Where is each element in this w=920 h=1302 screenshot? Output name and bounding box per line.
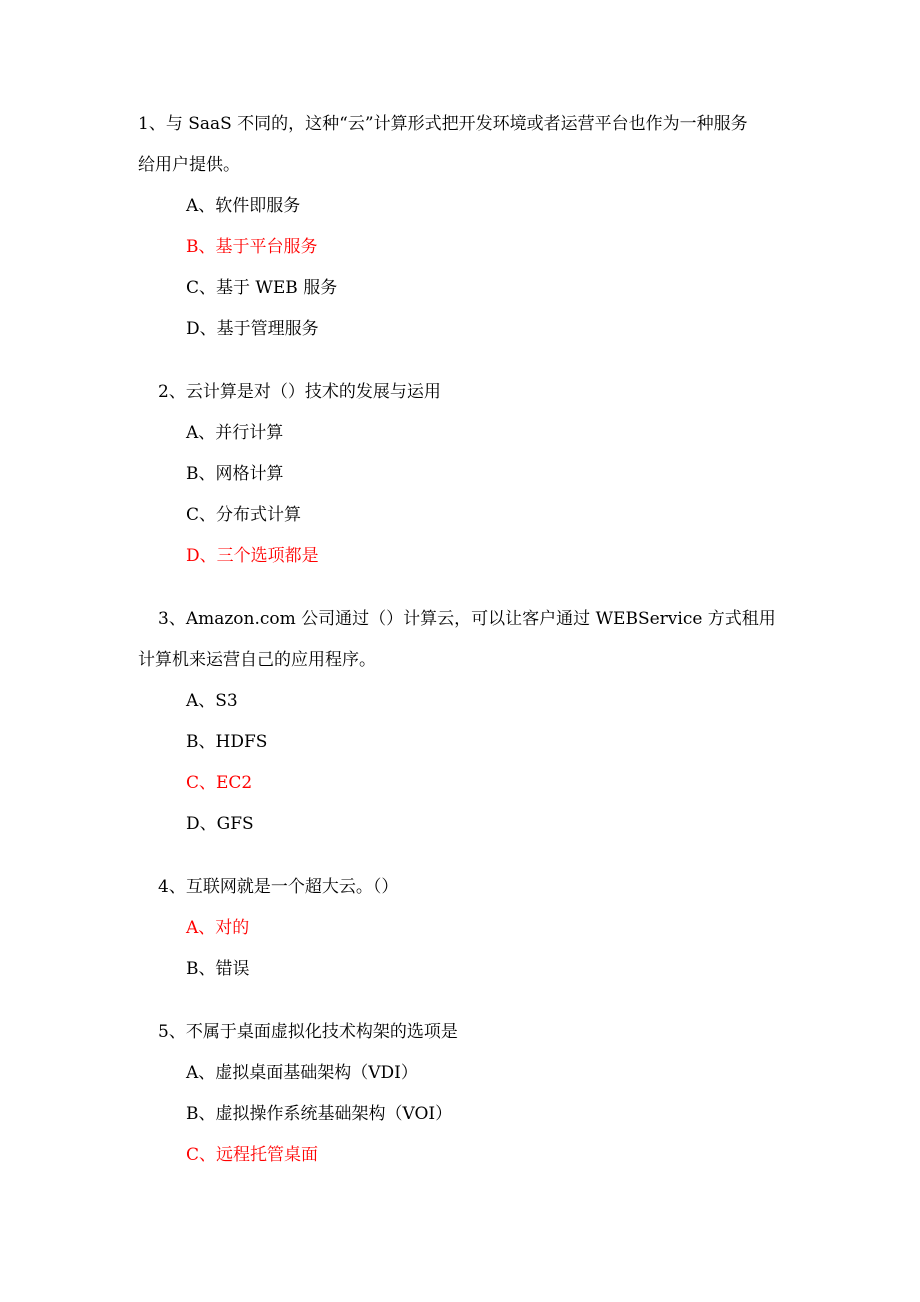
question-3-option-a: A、S3 bbox=[186, 691, 238, 711]
question-1-option-a: A、软件即服务 bbox=[186, 196, 301, 216]
question-1-option-c: C、基于 WEB 服务 bbox=[186, 278, 338, 298]
question-3-stem-line-2: 计算机来运营自己的应用程序。 bbox=[138, 650, 376, 670]
question-1-stem-line-1: 1、与 SaaS 不同的，这种“云”计算形式把开发环境或者运营平台也作为一种服务 bbox=[138, 114, 748, 134]
question-4-option-a-answer: A、对的 bbox=[186, 918, 250, 938]
question-5-option-c-answer: C、远程托管桌面 bbox=[186, 1145, 319, 1165]
question-5-stem: 5、不属于桌面虚拟化技术构架的选项是 bbox=[158, 1022, 458, 1042]
question-3-stem-line-1: 3、Amazon.com 公司通过（）计算云，可以让客户通过 WEBService 方式租用 bbox=[158, 609, 776, 629]
question-3-option-d: D、GFS bbox=[186, 814, 254, 834]
question-2-option-d-answer: D、三个选项都是 bbox=[186, 546, 319, 566]
question-1-stem-line-2: 给用户提供。 bbox=[138, 155, 240, 175]
question-2-option-a: A、并行计算 bbox=[186, 423, 284, 443]
question-3-option-c-answer: C、EC2 bbox=[186, 773, 253, 793]
question-2-option-c: C、分布式计算 bbox=[186, 505, 302, 525]
question-1-option-d: D、基于管理服务 bbox=[186, 319, 319, 339]
question-1-option-b-answer: B、基于平台服务 bbox=[186, 237, 318, 257]
question-5-option-a: A、虚拟桌面基础架构（VDI） bbox=[186, 1063, 418, 1083]
question-4-option-b: B、错误 bbox=[186, 959, 250, 979]
question-5-option-b: B、虚拟操作系统基础架构（VOI） bbox=[186, 1104, 453, 1124]
question-4-stem: 4、互联网就是一个超大云。（） bbox=[158, 877, 399, 897]
question-2-stem: 2、云计算是对（）技术的发展与运用 bbox=[158, 382, 441, 402]
question-3-option-b: B、HDFS bbox=[186, 732, 268, 752]
question-2-option-b: B、网格计算 bbox=[186, 464, 284, 484]
